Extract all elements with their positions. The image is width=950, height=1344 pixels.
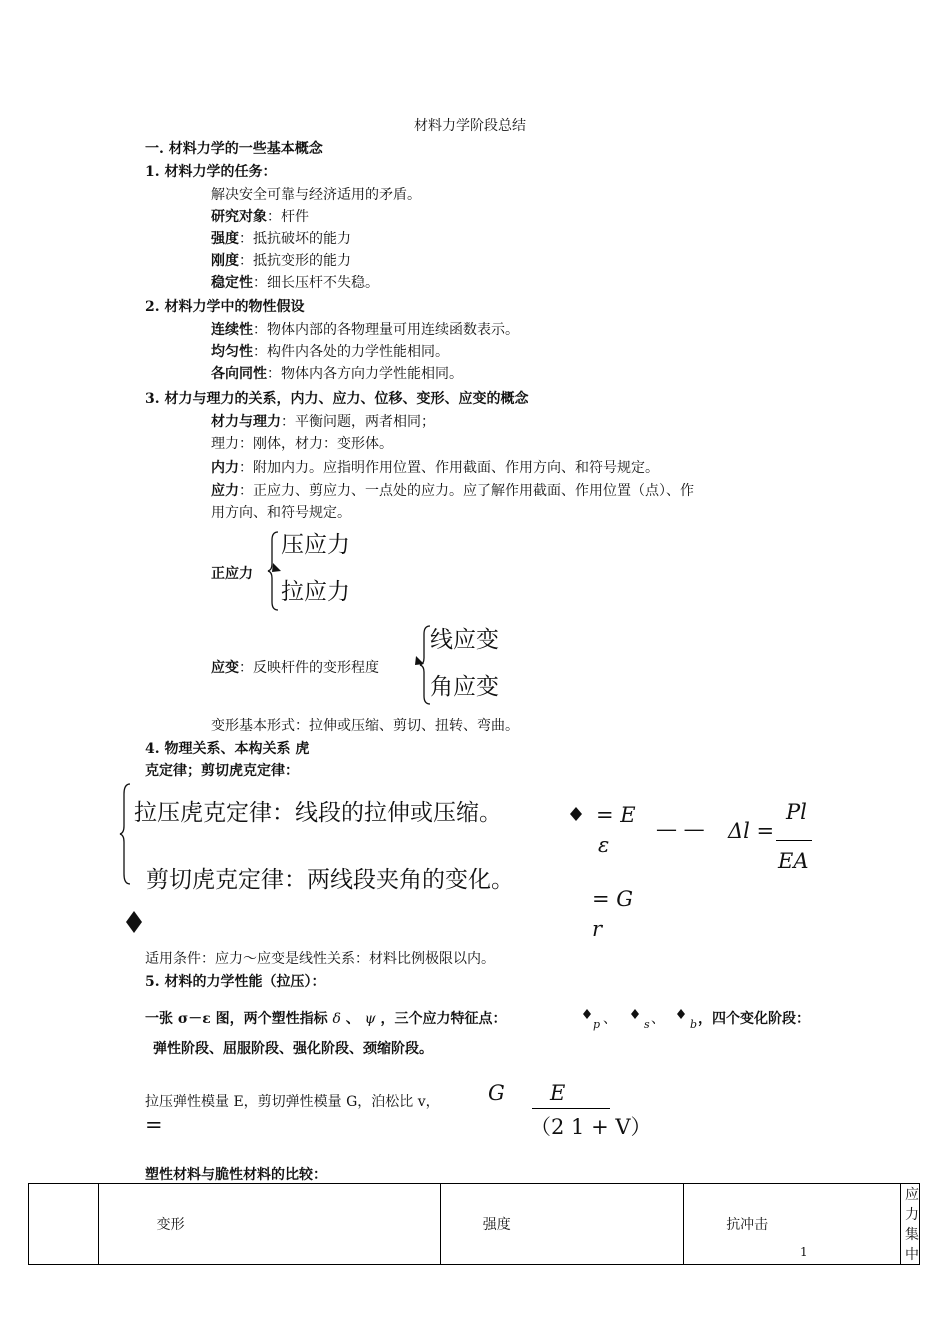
page-number: 1 (800, 1245, 808, 1259)
term-text: ：反映杆件的变形程度 (239, 660, 379, 676)
delta-l-numerator: Pl (786, 800, 807, 824)
subsection-heading-5: 5. 材料的力学性能（拉压）： (145, 974, 326, 990)
term-text: ：正应力、剪应力、一点处的应力。应了解作用截面、作用位置（点）、作 (239, 483, 694, 499)
sigma-glyph-icon (582, 1008, 592, 1020)
sub-p: p (593, 1018, 601, 1031)
fraction-bar (532, 1108, 610, 1109)
header-cell-strength: 强度 (440, 1184, 683, 1265)
delta-l-denominator: EA (778, 849, 809, 873)
stress-line (211, 482, 694, 500)
deform-forms-line: 变形基本形式：拉伸或压缩、剪切、扭转、弯曲。 (211, 718, 519, 734)
continuity-line (211, 321, 519, 339)
isotropy-line (211, 365, 463, 383)
compressive-stress: 压应力 (281, 532, 350, 558)
subsection-heading-2: 2. 材料力学中的物性假设 (145, 299, 305, 315)
angular-strain: 角应变 (430, 674, 499, 700)
hooke-law-shear: 剪切虎克定律：两线段夹角的变化。 (146, 867, 514, 893)
dash-connector: — — (656, 817, 705, 841)
term-label: 研究对象 (211, 209, 267, 225)
sub-b: b (690, 1018, 698, 1031)
term-text: ：抵抗破坏的能力 (239, 231, 351, 247)
separator: 、 (651, 1011, 665, 1027)
text-part: ，三个应力特征点： (375, 1011, 507, 1027)
text-part: 一张 σ－ε 图，两个塑性指标 (145, 1011, 333, 1027)
header-cell-impact: 抗冲击 (684, 1184, 901, 1265)
comparison-table (28, 1183, 920, 1265)
stress-line-cont: 用方向、和符号规定。 (211, 505, 351, 521)
stages-intro: ，四个变化阶段： (698, 1011, 810, 1027)
header-cell-deformation: 变形 (98, 1184, 440, 1265)
table-header-row (29, 1184, 920, 1265)
sigma-glyph-icon (630, 1008, 640, 1020)
term-text: ：平衡问题，两者相同； (281, 414, 435, 430)
normal-stress-label: 正应力 (211, 566, 253, 582)
g-equals: = (145, 1113, 163, 1137)
eq-epsilon: ε (598, 833, 610, 857)
left-brace-icon (118, 782, 134, 886)
moduli-line: 拉压弹性模量 E，剪切弹性模量 G，泊松比 v， (145, 1094, 440, 1110)
term-text: ：抵抗变形的能力 (239, 253, 351, 269)
g-denominator: （2 1 + V） (530, 1115, 652, 1139)
section-heading: 一. 材料力学的一些基本概念 (145, 141, 323, 157)
research-object-line (211, 208, 309, 226)
strain-line (211, 659, 379, 677)
header-cell-blank (29, 1184, 99, 1265)
eq-tau-rhs: = G (592, 887, 634, 911)
internal-force-line (211, 459, 659, 477)
subsection-heading-1: 1. 材料力学的任务： (145, 164, 277, 180)
eq-gamma: r (592, 917, 603, 941)
header-cell-stress-concentration: 应力集中 (901, 1184, 920, 1265)
properties-line (145, 1010, 507, 1028)
stability-line (211, 274, 379, 292)
delta-l-lhs: Δl = (728, 819, 775, 843)
fraction-bar (776, 840, 812, 841)
delta-symbol: δ (332, 1011, 341, 1027)
term-text: ：物体内各方向力学性能相同。 (267, 366, 463, 382)
term-label: 材力与理力 (211, 414, 281, 430)
term-label: 各向同性 (211, 366, 267, 382)
g-lhs: G (488, 1081, 505, 1105)
subsection-heading-4-cont: 克定律；剪切虎克定律： (145, 763, 299, 779)
term-label: 稳定性 (211, 275, 253, 291)
separator: 、 (603, 1011, 617, 1027)
relation-line (211, 413, 435, 431)
subsection-heading-3: 3. 材力与理力的关系，内力、应力、位移、变形、应变的概念 (145, 391, 529, 407)
term-text: ：物体内部的各物理量可用连续函数表示。 (253, 322, 519, 338)
psi-symbol: ψ (364, 1011, 376, 1027)
rigid-body-line: 理力：刚体，材力：变形体。 (211, 436, 393, 452)
applicability-line: 适用条件：应力～应变是线性关系：材料比例极限以内。 (145, 951, 495, 967)
stiffness-line (211, 252, 351, 270)
uniformity-line (211, 343, 449, 361)
term-label: 强度 (211, 231, 239, 247)
term-text: ：附加内力。应指明作用位置、作用截面、作用方向、和符号规定。 (239, 460, 659, 476)
term-label: 应变 (211, 660, 239, 676)
subsection-heading-4: 4. 物理关系、本构关系 虎 (145, 741, 310, 757)
g-numerator: E (550, 1081, 566, 1105)
sigma-glyph-icon (676, 1008, 686, 1020)
term-label: 均匀性 (211, 344, 253, 360)
tensile-stress: 拉应力 (281, 579, 350, 605)
term-text: ：杆件 (267, 209, 309, 225)
strength-line (211, 230, 351, 248)
page-title: 材料力学阶段总结 (414, 118, 526, 134)
hooke-law-tension: 拉压虎克定律：线段的拉伸或压缩。 (134, 800, 502, 826)
term-label: 刚度 (211, 253, 239, 269)
stages-line: 弹性阶段、屈服阶段、强化阶段、颈缩阶段。 (153, 1041, 433, 1057)
text-part: 、 (340, 1011, 365, 1027)
term-label: 应力 (211, 483, 239, 499)
term-label: 连续性 (211, 322, 253, 338)
term-text: ：细长压杆不失稳。 (253, 275, 379, 291)
term-text: ：构件内各处的力学性能相同。 (253, 344, 449, 360)
comparison-title: 塑性材料与脆性材料的比较： (145, 1167, 327, 1183)
linear-strain: 线应变 (430, 627, 499, 653)
sub-s: s (644, 1018, 650, 1031)
term-label: 内力 (211, 460, 239, 476)
eq-sigma-rhs: = E (596, 803, 636, 827)
task-line: 解决安全可靠与经济适用的矛盾。 (211, 187, 421, 203)
sigma-glyph-icon (569, 806, 583, 822)
tau-glyph-icon (125, 910, 143, 934)
